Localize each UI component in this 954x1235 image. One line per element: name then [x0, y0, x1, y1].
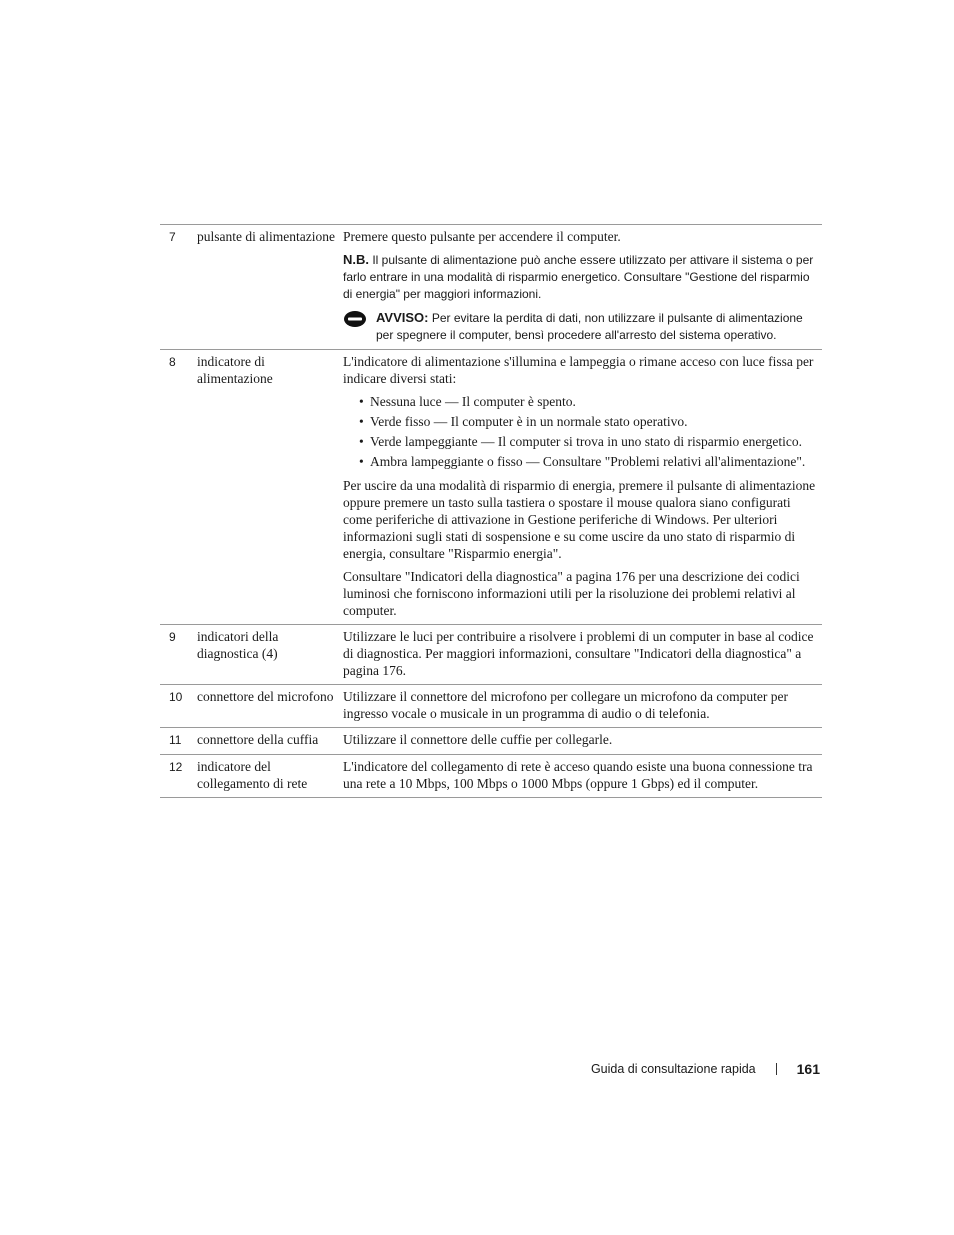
row-number: 7 — [169, 230, 176, 244]
page-footer — [591, 1061, 820, 1077]
component-description — [343, 228, 822, 344]
notice-content — [376, 309, 822, 344]
component-description: L'indicatore del collegamento di rete è acceso quando esiste una buona connessione tra una rete a 10 Mbps, 100 Mbps o 1000 Mbps (oppure 1 Gbps) ed il computer. — [343, 759, 813, 791]
component-description — [343, 353, 822, 619]
table-row — [160, 350, 822, 625]
component-description: Utilizzare il connettore delle cuffie per collegarle. — [343, 732, 613, 747]
component-name: indicatore di alimentazione — [197, 354, 273, 386]
notice-text: Per evitare la perdita di dati, non utilizzare il pulsante di alimentazione per spegnere il computer, bensì procedere all'arresto del sistema operativo. — [376, 311, 803, 342]
list-item: • Verde fisso — Il computer è in un normale stato operativo. — [359, 414, 688, 429]
table-row — [160, 625, 822, 685]
status-list — [343, 393, 822, 470]
footer-title: Guida di consultazione rapida — [590, 1062, 756, 1076]
note-text: Il pulsante di alimentazione può anche essere utilizzato per attivare il sistema o per farlo entrare in una modalità di risparmio energetico. Consultare "Gestione del risparmio di energia" per maggiori informazioni. — [343, 253, 814, 301]
description-paragraph: Consultare "Indicatori della diagnostica" a pagina 176 per una descrizione dei codici luminosi che forniscono informazioni utili per la risoluzione dei problemi relativi al computer. — [343, 569, 800, 618]
description-text: L'indicatore di alimentazione s'illumina e lampeggia o rimane acceso con luce fissa per indicare diversi stati: — [343, 354, 814, 386]
component-name: pulsante di alimentazione — [197, 229, 335, 244]
component-description: Utilizzare le luci per contribuire a risolvere i problemi di un computer in base al codice di diagnostica. Per maggiori informazioni, consultare "Indicatori della diagnostica" a pagina 176. — [343, 629, 814, 678]
list-item: • Verde lampeggiante — Il computer si trova in uno stato di risparmio energetico. — [359, 434, 803, 449]
row-number: 10 — [169, 690, 183, 704]
row-number: 9 — [169, 630, 176, 644]
component-name: connettore della cuffia — [197, 732, 319, 747]
notice-label: AVVISO: — [376, 310, 429, 325]
component-description: Utilizzare il connettore del microfono per collegare un microfono da computer per ingresso vocale o musicale in un programma di audio o di telefonia. — [343, 689, 788, 721]
table-row — [160, 225, 822, 350]
row-number: 8 — [169, 355, 176, 369]
note-label: N.B. — [343, 252, 369, 267]
table-row — [160, 755, 822, 798]
row-number: 11 — [169, 733, 182, 747]
notice-icon — [343, 309, 376, 344]
description-paragraph: Per uscire da una modalità di risparmio di energia, premere il pulsante di alimentazione oppure premere un tasto sulla tastiera o spostare il mouse qualora siano configurati come periferiche di attivazione in Gestione periferiche di Windows. Per ulteriori informazioni sugli stati di sospensione e su come uscire da uno stato di risparmio di energia, consultare "Risparmio energia". — [343, 478, 816, 561]
footer-divider — [776, 1063, 777, 1075]
list-item: • Ambra lampeggiante o fisso — Consultare "Problemi relativi all'alimentazione". — [359, 454, 806, 469]
component-name: indicatore del collegamento di rete — [197, 759, 308, 791]
component-name: indicatori della diagnostica (4) — [197, 629, 279, 661]
notice — [343, 309, 822, 344]
table-row — [160, 685, 822, 728]
row-number: 12 — [169, 760, 183, 774]
page-number: 161 — [796, 1061, 820, 1077]
component-name: connettore del microfono — [197, 689, 334, 704]
note — [343, 251, 822, 303]
list-item: • Nessuna luce — Il computer è spento. — [359, 394, 576, 409]
table-row — [160, 728, 822, 755]
component-table — [160, 224, 822, 798]
description-text: Premere questo pulsante per accendere il computer. — [343, 229, 621, 244]
